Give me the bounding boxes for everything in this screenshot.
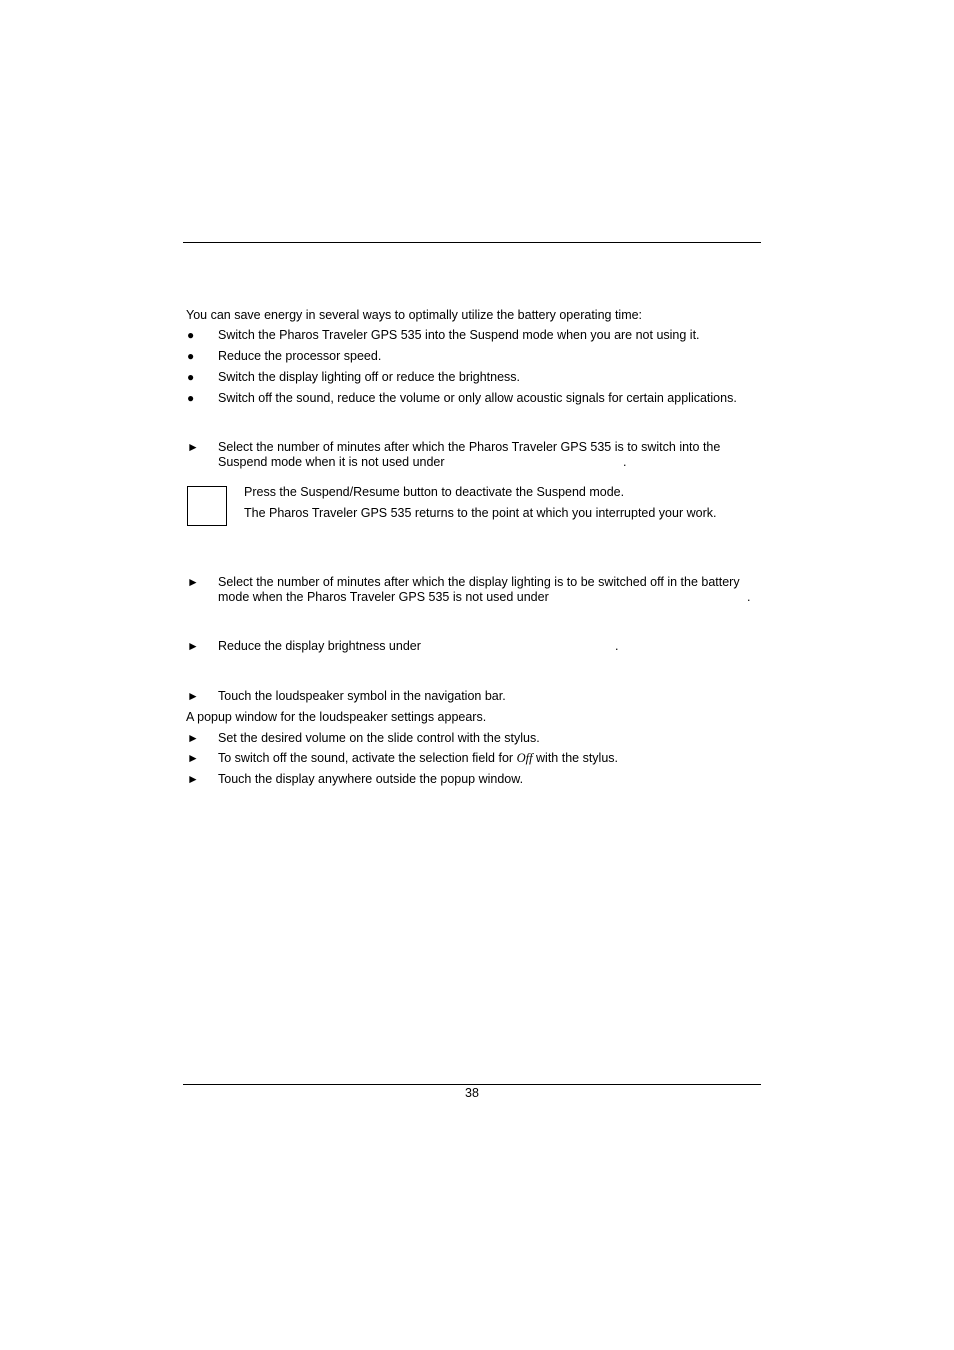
sound-step-off-before: To switch off the sound, activate the selection field for (218, 751, 514, 765)
arrow-icon: ► (187, 751, 199, 765)
sound-step-off (218, 751, 618, 766)
off-option-label: Off (516, 751, 533, 765)
sound-step-volume: Set the desired volume on the slide control with the stylus. (218, 731, 540, 745)
arrow-icon: ► (187, 772, 199, 786)
bullet-icon: ● (187, 349, 195, 363)
sound-result-text: A popup window for the loudspeaker settings appears. (186, 710, 487, 724)
arrow-icon: ► (187, 731, 199, 745)
bullet-item-suspend: Switch the Pharos Traveler GPS 535 into the Suspend mode when you are not using it. (218, 328, 700, 342)
lighting-step-line2: mode when the Pharos Traveler GPS 535 is not used under (218, 590, 549, 604)
arrow-icon: ► (187, 440, 199, 454)
note-line2: The Pharos Traveler GPS 535 returns to the point at which you interrupted your work. (244, 506, 717, 520)
brightness-step: Reduce the display brightness under (218, 639, 421, 653)
bullet-item-sound: Switch off the sound, reduce the volume or only allow acoustic signals for certain applications. (218, 391, 737, 405)
note-icon (187, 486, 227, 526)
note-line1: Press the Suspend/Resume button to deactivate the Suspend mode. (244, 485, 625, 499)
suspend-step-line1: Select the number of minutes after which the Pharos Traveler GPS 535 is to switch into the (218, 440, 721, 454)
brightness-step-end: . (615, 639, 619, 653)
header-rule (183, 242, 761, 243)
bullet-icon: ● (187, 391, 195, 405)
sound-step-touch-speaker: Touch the loudspeaker symbol in the navigation bar. (218, 689, 506, 703)
bullet-item-display: Switch the display lighting off or reduce the brightness. (218, 370, 521, 384)
sound-step-close-popup: Touch the display anywhere outside the popup window. (218, 772, 524, 786)
suspend-step-end: . (623, 455, 627, 469)
lighting-step-line1: Select the number of minutes after which the display lighting is to be switched off in the battery (218, 575, 740, 589)
bullet-icon: ● (187, 328, 195, 342)
arrow-icon: ► (187, 639, 199, 653)
page-number: 38 (465, 1086, 479, 1100)
intro-text: You can save energy in several ways to optimally utilize the battery operating time: (186, 308, 643, 322)
lighting-step-end: . (747, 590, 751, 604)
bullet-icon: ● (187, 370, 195, 384)
arrow-icon: ► (187, 575, 199, 589)
sound-step-off-after: with the stylus. (536, 751, 619, 765)
arrow-icon: ► (187, 689, 199, 703)
footer-rule (183, 1084, 761, 1085)
bullet-item-processor: Reduce the processor speed. (218, 349, 382, 363)
suspend-step-line2: Suspend mode when it is not used under (218, 455, 445, 469)
